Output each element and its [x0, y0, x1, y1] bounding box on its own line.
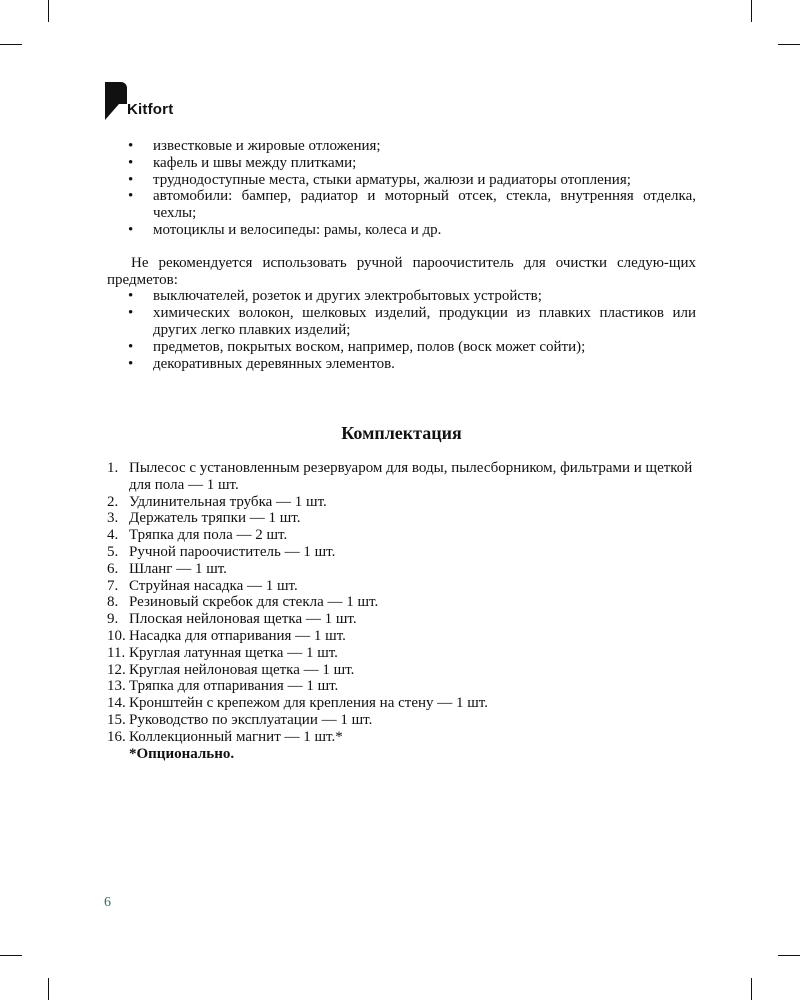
- item-text: Удлинительная трубка — 1 шт.: [129, 493, 327, 510]
- list-item: [107, 678, 696, 695]
- item-text: Круглая латунная щетка — 1 шт.: [129, 644, 338, 661]
- item-text: Тряпка для отпаривания — 1 шт.: [129, 678, 339, 695]
- item-text: Резиновый скребок для стекла — 1 шт.: [129, 594, 379, 611]
- kitfort-logo-icon: [105, 82, 127, 120]
- page-number: 6: [104, 895, 111, 910]
- bullet-icon: •: [128, 188, 134, 205]
- list-item: [107, 460, 696, 494]
- item-number: 1.: [107, 460, 119, 476]
- brand-logo: [105, 82, 195, 122]
- crop-mark: [0, 44, 22, 45]
- list-item: [107, 695, 696, 712]
- bullet-text: химических волокон, шелковых изделий, продукции из плавких пластиков или других легко плавких изделий;: [153, 305, 696, 338]
- item-text: Пылесос с установленным резервуаром для воды, пылесборником, фильтрами и щеткой для пола — 1 шт.: [129, 460, 693, 493]
- bullet-item: [107, 288, 696, 305]
- crop-mark: [0, 955, 22, 956]
- item-number: 3.: [107, 510, 119, 527]
- bullet-text: известковые и жировые отложения;: [153, 138, 381, 154]
- list-item: [107, 611, 696, 628]
- bullet-item: [107, 172, 696, 189]
- item-text: Кронштейн с крепежом для крепления на стену — 1 шт.: [129, 695, 488, 712]
- bullet-icon: •: [128, 305, 134, 322]
- crop-mark: [778, 44, 800, 45]
- list-item: [107, 578, 696, 595]
- bullet-text: мотоциклы и велосипеды: рамы, колеса и др.: [153, 221, 442, 238]
- bullet-item: [107, 305, 696, 339]
- crop-mark: [48, 978, 49, 1000]
- bullet-item: [107, 339, 696, 356]
- bullet-item: [107, 222, 696, 239]
- item-number: 6.: [107, 560, 119, 577]
- list-item: [107, 561, 696, 578]
- item-number: 16.: [107, 728, 126, 745]
- section-title: Комплектация: [341, 423, 462, 443]
- item-number: 13.: [107, 678, 126, 695]
- item-text: Струйная насадка — 1 шт.: [129, 577, 298, 594]
- list-item: [107, 594, 696, 611]
- bullet-item: [107, 155, 696, 172]
- bullet-icon: •: [128, 138, 134, 154]
- crop-mark: [48, 0, 49, 22]
- bullet-item: [107, 188, 696, 222]
- bullet-icon: •: [128, 355, 134, 372]
- list-item: [107, 662, 696, 679]
- footnote: *Опционально.: [129, 746, 235, 762]
- brand-name: Kitfort: [127, 101, 174, 118]
- bullet-icon: •: [128, 338, 134, 355]
- item-number: 8.: [107, 594, 119, 611]
- bullet-icon: •: [128, 171, 134, 188]
- item-text: Руководство по эксплуатации — 1 шт.: [129, 711, 373, 728]
- bullet-icon: •: [128, 288, 134, 305]
- list-item: [107, 527, 696, 544]
- item-text: Круглая нейлоновая щетка — 1 шт.: [129, 661, 355, 678]
- crop-mark: [751, 0, 752, 22]
- crop-mark: [778, 955, 800, 956]
- item-number: 10.: [107, 627, 126, 644]
- item-text: Держатель тряпки — 1 шт.: [129, 510, 301, 527]
- bullet-text: декоративных деревянных элементов.: [153, 355, 395, 372]
- bullet-icon: •: [128, 154, 134, 171]
- item-number: 4.: [107, 527, 119, 544]
- bullet-item: [107, 356, 696, 373]
- list-item: [107, 645, 696, 662]
- item-text: Шланг — 1 шт.: [129, 560, 227, 577]
- item-number: 11.: [107, 644, 126, 661]
- list-item: [107, 544, 696, 561]
- item-number: 2.: [107, 493, 119, 510]
- bullet-icon: •: [128, 221, 134, 238]
- list-item: [107, 510, 696, 527]
- bullet-text: предметов, покрытых воском, например, полов (воск может сойти);: [153, 338, 586, 355]
- item-number: 7.: [107, 577, 119, 594]
- bullet-text: автомобили: бампер, радиатор и моторный отсек, стекла, внутренняя отделка, чехлы;: [153, 188, 696, 222]
- list-item: [107, 628, 696, 645]
- item-number: 14.: [107, 695, 126, 712]
- list-item: [107, 712, 696, 729]
- bullet-item: [107, 138, 696, 155]
- package-contents-list: [107, 460, 696, 746]
- page-content: [107, 138, 696, 762]
- bullet-text: труднодоступные места, стыки арматуры, жалюзи и радиаторы отопления;: [153, 171, 631, 188]
- item-text: Коллекционный магнит — 1 шт.*: [129, 728, 343, 745]
- item-number: 5.: [107, 543, 119, 560]
- list-item: [107, 494, 696, 511]
- item-text: Тряпка для пола — 2 шт.: [129, 527, 288, 544]
- crop-mark: [751, 978, 752, 1000]
- list-item: [107, 729, 696, 746]
- bullet-list-surfaces: [107, 138, 696, 239]
- bullet-list-not-recommended: [107, 288, 696, 372]
- bullet-text: выключателей, розеток и других электробытовых устройств;: [153, 288, 542, 305]
- item-text: Плоская нейлоновая щетка — 1 шт.: [129, 611, 357, 628]
- item-text: Ручной пароочиститель — 1 шт.: [129, 543, 336, 560]
- item-number: 12.: [107, 661, 126, 678]
- item-text: Насадка для отпаривания — 1 шт.: [129, 627, 346, 644]
- intro-paragraph: Не рекомендуется использовать ручной пароочиститель для очистки следую-щих предметов:: [107, 254, 696, 288]
- item-number: 15.: [107, 711, 126, 728]
- bullet-text: кафель и швы между плитками;: [153, 154, 357, 171]
- item-number: 9.: [107, 611, 119, 628]
